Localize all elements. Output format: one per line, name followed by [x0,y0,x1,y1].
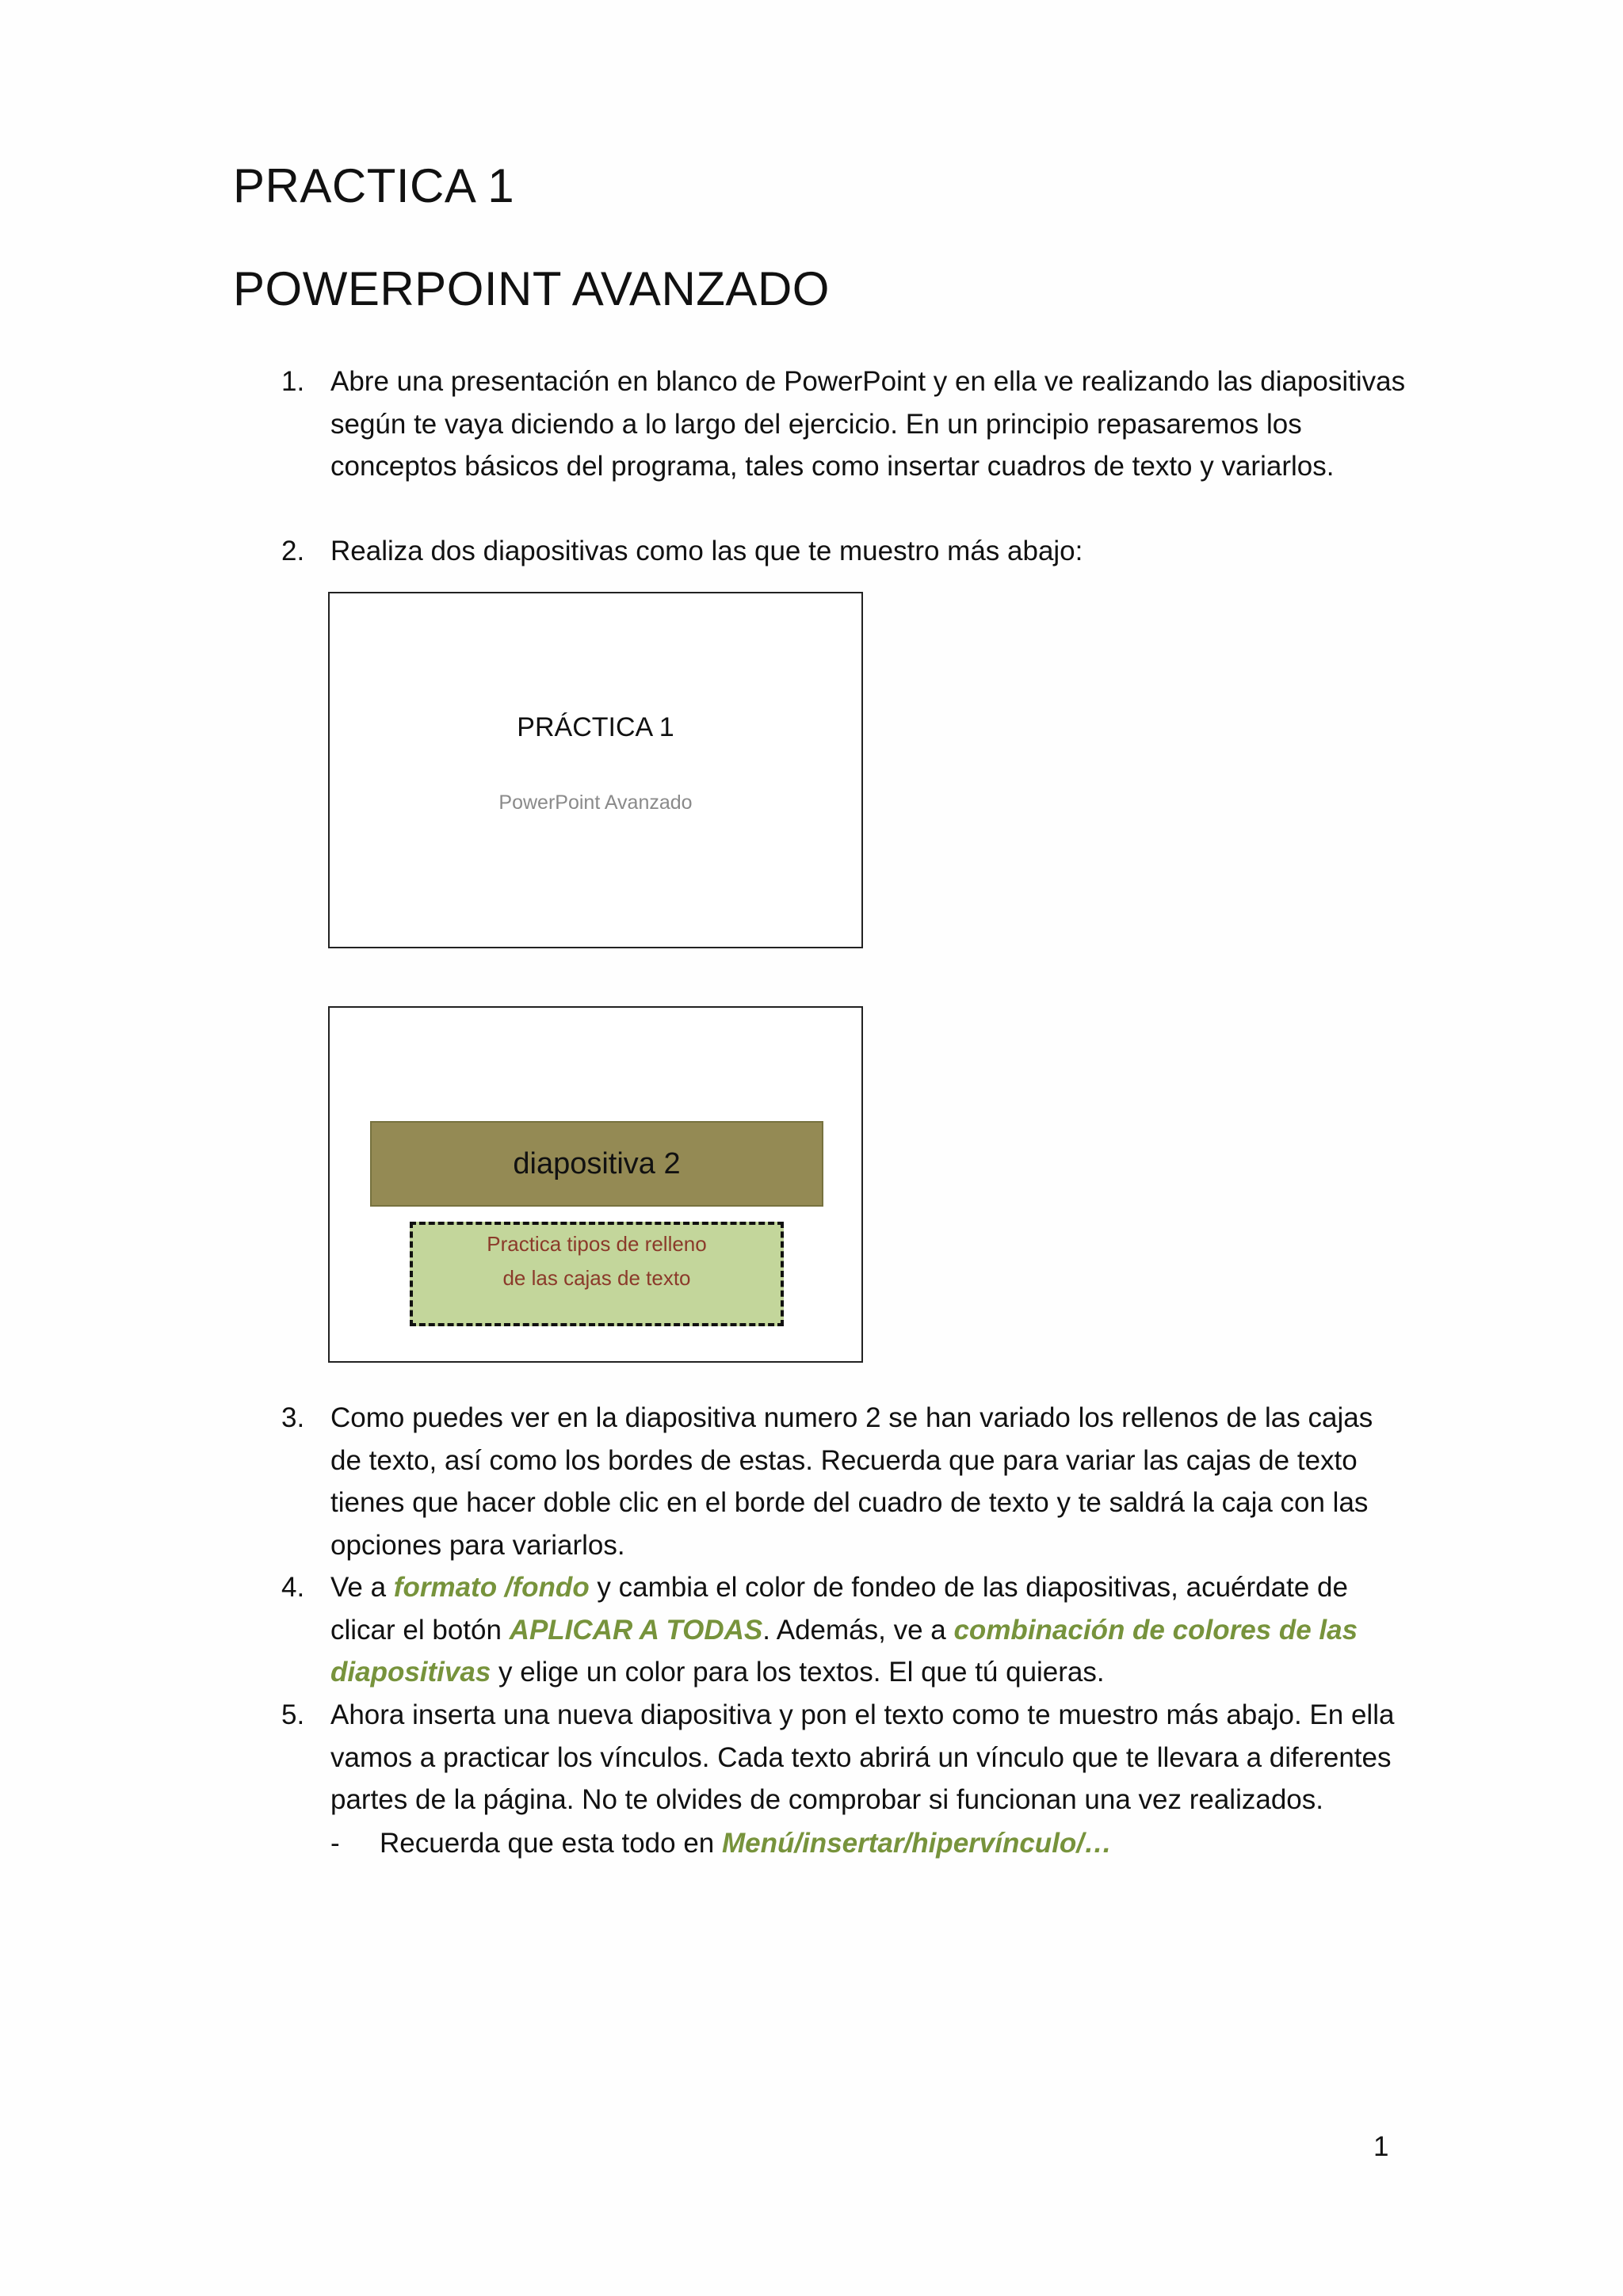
page-number: 1 [1373,2131,1389,2162]
list-item-text [330,1566,1407,1694]
list-item-text: Ahora inserta una nueva diapositiva y pon el texto como te muestro más abajo. En ella vamos a practicar los vínculos. Cada texto abrirá un vínculo que te llevara a diferentes partes de la página. No te olvides de comprobar si funcionan una vez realizados. [330,1699,1395,1815]
list-item [281,1397,1407,1566]
slide-2-preview [328,1006,863,1363]
document-title: PRACTICA 1 [233,159,515,212]
slide-2-title-box: diapositiva 2 [370,1121,823,1207]
sub-list-item [281,1822,1407,1865]
text-run: Ve a [330,1572,394,1603]
sub-list-item-text [380,1822,1407,1865]
menu-path-highlight: Menú/insertar/hipervínculo/… [721,1828,1113,1859]
list-item [281,360,1407,488]
slide-2-text-line: Practica tipos de relleno [487,1232,707,1256]
list-item [281,1694,1407,1821]
list-item-text: Como puedes ver en la diapositiva numero 2 se han variado los rellenos de las cajas de texto, así como los bordes de estas. Recuerda que para variar las cajas de texto tienes que hacer doble clic en el borde del cuadro de texto y te saldrá la caja con las opciones para variarlos. [330,1402,1373,1561]
menu-path-highlight: combinación de colores de las diapositivas [330,1614,1358,1688]
list-item-text: Abre una presentación en blanco de PowerPoint y en ella ve realizando las diapositivas según te vaya diciendo a lo largo del ejercicio. En un principio repasaremos los conceptos básicos del programa, tales como insertar cuadros de texto y variarlos. [330,366,1406,482]
list-item [281,530,1407,573]
text-run: y cambia el color de fondeo de las diapositivas, acuérdate de clicar el botón [330,1572,1348,1646]
slide-1-subtitle: PowerPoint Avanzado [498,791,693,814]
list-item-number: 5. [281,1699,305,1730]
list-item [281,1566,1407,1694]
list-item-number: 3. [281,1402,305,1433]
list-item-number: 2. [281,536,305,566]
text-run: . Además, ve a [762,1614,954,1646]
list-item-number: 4. [281,1572,305,1603]
text-run: y elige un color para los textos. El que tú quieras. [491,1657,1105,1688]
menu-path-highlight: formato /fondo [393,1572,590,1603]
slide-1-preview [328,592,863,948]
list-item-number: 1. [281,366,305,397]
dash-bullet: - [330,1828,340,1859]
slide-1-title: PRÁCTICA 1 [517,712,674,742]
list-item-text: Realiza dos diapositivas como las que te muestro más abajo: [330,536,1083,566]
slide-2-text-line: de las cajas de texto [502,1266,691,1290]
text-run: Recuerda que esta todo en [380,1828,722,1859]
button-name-highlight: APLICAR A TODAS [509,1614,763,1646]
document-subtitle: POWERPOINT AVANZADO [233,262,830,315]
slide-2-text-box [410,1222,784,1326]
